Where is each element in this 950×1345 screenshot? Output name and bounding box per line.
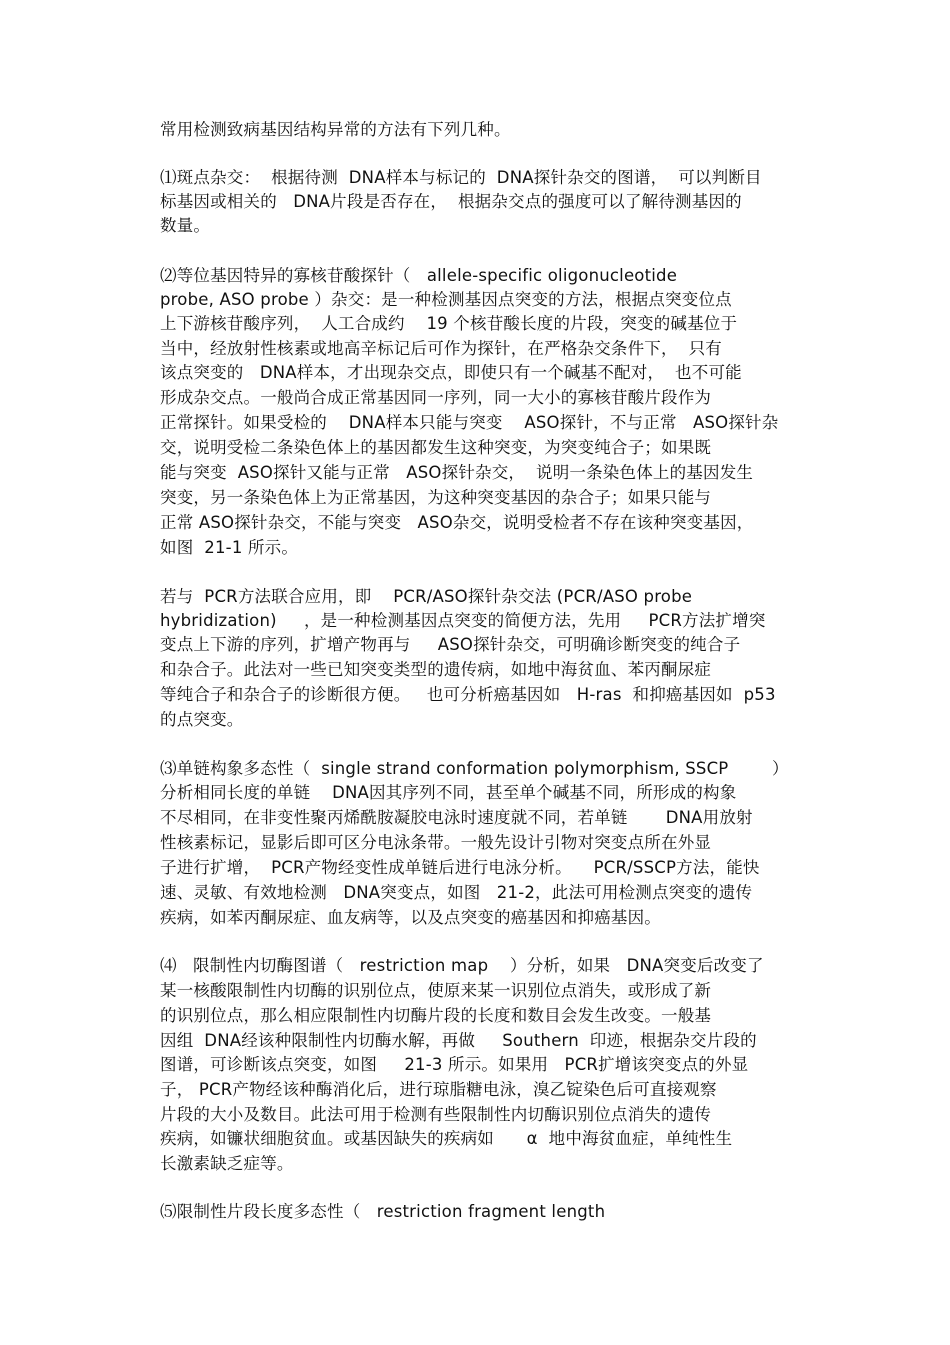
text-line: 分析相同长度的单链 DNA因其序列不同，甚至单个碱基不同，所形成的构象 (160, 783, 737, 802)
text-line: 不尽相同，在非变性聚丙烯酰胺凝胶电泳时速度就不同，若单链 DNA用放射 (160, 808, 753, 827)
text-line: 突变，另一条染色体上为正常基因，为这种突变基因的杂合子；如果只能与 (160, 488, 712, 507)
text-line: 的点突变。 (160, 710, 244, 729)
text-line: 的识别位点，那么相应限制性内切酶片段的长度和数目会发生改变。一般基 (160, 1006, 712, 1025)
text-line: 和杂合子。此法对一些已知突变类型的遗传病，如地中海贫血、苯丙酮尿症 (160, 660, 712, 679)
text-line: 若与 PCR方法联合应用，即 PCR/ASO探针杂交法 (PCR/ASO probe (160, 587, 693, 606)
text-line: 性核素标记，显影后即可区分电泳条带。一般先设计引物对突变点所在外显 (160, 833, 712, 852)
text-line: 疾病，如镰状细胞贫血。或基因缺失的疾病如 α 地中海贫血症，单纯性生 (160, 1129, 733, 1148)
text-line: 该点突变的 DNA样本，才出现杂交点，即使只有一个碱基不配对， 也不可能 (160, 363, 742, 382)
text-line: 交，说明受检二条染色体上的基因都发生这种突变，为突变纯合子；如果既 (160, 438, 712, 457)
text-line: 因组 DNA经该种限制性内切酶水解，再做 Southern 印迹，根据杂交片段的 (160, 1031, 757, 1050)
text-line: 形成杂交点。一般尚合成正常基因同一序列，同一大小的寡核苷酸片段作为 (160, 388, 712, 407)
text-line: 上下游核苷酸序列， 人工合成约 19 个核苷酸长度的片段，突变的碱基位于 (160, 314, 738, 333)
text-line: 某一核酸限制性内切酶的识别位点，使原来某一识别位点消失，或形成了新 (160, 981, 712, 1000)
text-line: 能与突变 ASO探针又能与正常 ASO探针杂交， 说明一条染色体上的基因发生 (160, 463, 754, 482)
text-line: 标基因或相关的 DNA片段是否存在， 根据杂交点的强度可以了解待测基因的 (160, 192, 742, 211)
text-line: 疾病，如苯丙酮尿症、血友病等，以及点突变的癌基因和抑癌基因。 (160, 908, 661, 927)
text-line: 数量。 (160, 216, 211, 235)
text-line: 正常探针。如果受检的 DNA样本只能与突变 ASO探针，不与正常 ASO探针杂 (160, 413, 779, 432)
text-line: ⑶单链构象多态性（ single strand conformation polymorphism, SSCP ） (160, 759, 789, 778)
text-line: 等纯合子和杂合子的诊断很方便。 也可分析癌基因如 H-ras 和抑癌基因如 p53 (160, 685, 776, 704)
text-line: 长激素缺乏症等。 (160, 1154, 294, 1173)
text-line: 当中，经放射性核素或地高辛标记后可作为探针，在严格杂交条件下， 只有 (160, 339, 722, 358)
text-line: ⑸限制性片段长度多态性（ restriction fragment length (160, 1202, 606, 1221)
text-line: 变点上下游的序列，扩增产物再与 ASO探针杂交，可明确诊断突变的纯合子 (160, 635, 741, 654)
text-line: 常用检测致病基因结构异常的方法有下列几种。 (160, 120, 511, 139)
text-line: 子进行扩增， PCR产物经变性成单链后进行电泳分析。 PCR/SSCP方法，能快 (160, 858, 760, 877)
text-line: 子， PCR产物经该种酶消化后，进行琼脂糖电泳，溴乙锭染色后可直接观察 (160, 1080, 717, 1099)
text-line: 如图 21-1 所示。 (160, 538, 299, 557)
text-line: hybridization) ，是一种检测基因点突变的简便方法，先用 PCR方法扩增突 (160, 611, 766, 630)
text-line: probe, ASO probe ）杂交：是一种检测基因点突变的方法，根据点突变位点 (160, 290, 732, 309)
text-line: ⑴斑点杂交： 根据待测 DNA样本与标记的 DNA探针杂交的图谱， 可以判断目 (160, 168, 762, 187)
text-line: 片段的大小及数目。此法可用于检测有些限制性内切酶识别位点消失的遗传 (160, 1105, 712, 1124)
text-line: 正常 ASO探针杂交，不能与突变 ASO杂交，说明受检者不存在该种突变基因， (160, 513, 754, 532)
text-line: ⑵等位基因特异的寡核苷酸探针（ allele-specific oligonucleotide (160, 266, 678, 285)
text-line: 图谱，可诊断该点突变，如图 21-3 所示。如果用 PCR扩增该突变点的外显 (160, 1055, 749, 1074)
text-line: ⑷ 限制性内切酶图谱（ restriction map ）分析，如果 DNA突变后改变了 (160, 956, 764, 975)
text-line: 速、灵敏、有效地检测 DNA突变点，如图 21-2，此法可用检测点突变的遗传 (160, 883, 753, 902)
